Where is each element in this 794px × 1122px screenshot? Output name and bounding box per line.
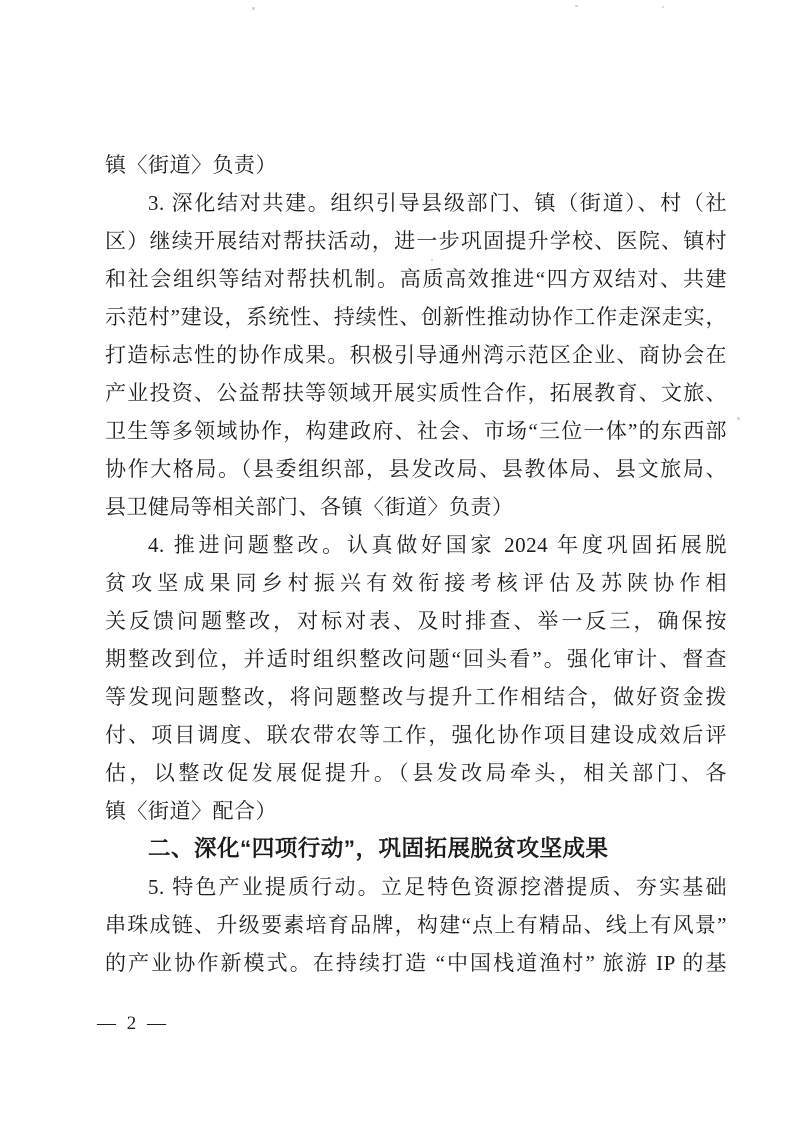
- text-line: 贫攻坚成果同乡村振兴有效衔接考核评估及苏陕协作相: [105, 571, 727, 595]
- page-number: — 2 —: [97, 1013, 169, 1034]
- scan-speck: [252, 7, 255, 10]
- text-line: 期整改到位，并适时组织整改问题“回头看”。强化审计、督查: [105, 647, 727, 671]
- section-heading: [105, 830, 727, 868]
- document-body: [105, 146, 727, 982]
- text-line: 付、项目调度、联农带农等工作，强化协作项目建设成效后评: [105, 723, 727, 747]
- text-line: 示范村”建设，系统性、持续性、创新性推动协作工作走深走实，: [105, 305, 727, 329]
- scan-speck: [737, 417, 740, 420]
- paragraph-item-4: [105, 526, 727, 830]
- text-line: 协作大格局。（县委组织部，县发改局、县教体局、县文旅局、: [105, 457, 727, 481]
- text-line: 关反馈问题整改，对标对表、及时排查、举一反三，确保按: [105, 609, 727, 633]
- text-line: 镇〈街道〉配合）: [105, 799, 277, 823]
- scan-speck: [575, 5, 578, 7]
- text-line: 镇〈街道〉负责）: [105, 153, 277, 177]
- text-line: 串珠成链、升级要素培育品牌，构建“点上有精品、线上有风景”: [105, 913, 727, 937]
- paragraph-item-5: [105, 868, 727, 982]
- text-line: 5. 特色产业提质行动。立足特色资源挖潜提质、夯实基础: [148, 875, 727, 899]
- text-line: 4. 推进问题整改。认真做好国家 2024 年度巩固拓展脱: [148, 533, 727, 557]
- text-line: 估，以整改促发展促提升。（县发改局牵头，相关部门、各: [105, 761, 727, 785]
- text-line: 和社会组织等结对帮扶机制。高质高效推进“四方双结对、共建: [105, 267, 727, 291]
- text-line: 3. 深化结对共建。组织引导县级部门、镇（街道）、村（社: [148, 191, 727, 215]
- text-line: 打造标志性的协作成果。积极引导通州湾示范区企业、商协会在: [105, 343, 727, 367]
- paragraph-item-3: [105, 184, 727, 526]
- text-line: 区）继续开展结对帮扶活动，进一步巩固提升学校、医院、镇村: [105, 229, 727, 253]
- text-line: 卫生等多领域协作，构建政府、社会、市场“三位一体”的东西部: [105, 419, 727, 443]
- scan-speck: [662, 6, 664, 8]
- paragraph-continuation: [105, 146, 727, 184]
- text-line: 等发现问题整改，将问题整改与提升工作相结合，做好资金拨: [105, 685, 727, 709]
- section-heading-text: 二、深化“四项行动”，巩固拓展脱贫攻坚成果: [148, 836, 609, 861]
- text-line: 县卫健局等相关部门、各镇〈街道〉负责）: [105, 495, 514, 519]
- text-line: 的产业协作新模式。在持续打造 “中国栈道渔村” 旅游 IP 的基: [105, 951, 727, 975]
- text-line: 产业投资、公益帮扶等领域开展实质性合作，拓展教育、文旅、: [105, 381, 727, 405]
